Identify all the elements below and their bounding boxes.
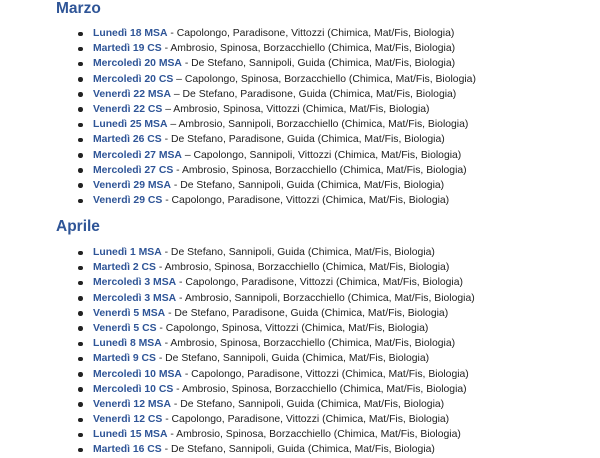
schedule-day: Martedì 19 CS xyxy=(93,43,162,55)
schedule-details: – Capolongo, Sannipoli, Vittozzi (Chimica, Mat/Fis, Biologia) xyxy=(181,149,462,161)
schedule-day: Venerdì 29 MSA xyxy=(93,179,171,191)
schedule-day: Mercoledì 20 MSA xyxy=(93,58,182,70)
section-heading-aprile: Aprile xyxy=(56,218,100,235)
schedule-item xyxy=(0,397,475,412)
schedule-day: Venerdì 29 CS xyxy=(93,195,163,207)
bullet-icon xyxy=(78,138,83,143)
bullet-icon xyxy=(78,183,83,188)
schedule-day: Lunedì 25 MSA xyxy=(93,119,168,131)
schedule-details: - De Stefano, Paradisone, Guida (Chimica, Mat/Fis, Biologia) xyxy=(161,134,445,146)
schedule-details: - Capolongo, Paradisone, Vittozzi (Chimica, Mat/Fis, Biologia) xyxy=(162,195,450,207)
bullet-icon xyxy=(78,281,83,286)
schedule-item xyxy=(0,260,475,275)
bullet-icon xyxy=(78,251,83,256)
schedule-list-aprile xyxy=(0,245,475,458)
schedule-item xyxy=(0,163,476,178)
schedule-item xyxy=(0,56,476,71)
schedule-day: Lunedì 18 MSA xyxy=(93,28,168,39)
schedule-item xyxy=(0,72,476,87)
schedule-item xyxy=(0,26,476,41)
schedule-item xyxy=(0,148,476,163)
schedule-day: Martedì 16 CS xyxy=(93,444,162,456)
schedule-details: - Ambrosio, Spinosa, Borzacchiello (Chimica, Mat/Fis, Biologia) xyxy=(167,429,461,441)
schedule-item xyxy=(0,41,476,56)
schedule-day: Venerdì 22 CS xyxy=(93,103,163,115)
schedule-details: - De Stefano, Sannipoli, Guida (Chimica, Mat/Fis, Biologia) xyxy=(161,444,435,456)
schedule-item xyxy=(0,193,476,208)
schedule-day: Mercoledì 10 CS xyxy=(93,383,174,395)
schedule-details: – Capolongo, Spinosa, Borzacchiello (Chimica, Mat/Fis, Biologia) xyxy=(173,73,476,85)
schedule-item xyxy=(0,336,475,351)
schedule-day: Venerdì 12 MSA xyxy=(93,398,171,410)
bullet-icon xyxy=(78,153,83,158)
schedule-item xyxy=(0,427,475,442)
schedule-details: - Capolongo, Spinosa, Vittozzi (Chimica, Mat/Fis, Biologia) xyxy=(156,322,429,334)
schedule-details: - Capolongo, Paradisone, Vittozzi (Chimica, Mat/Fis, Biologia) xyxy=(162,414,450,426)
schedule-day: Venerdì 5 CS xyxy=(93,322,157,334)
schedule-item xyxy=(0,87,476,102)
bullet-icon xyxy=(78,77,83,82)
schedule-details: – Ambrosio, Sannipoli, Borzacchiello (Chimica, Mat/Fis, Biologia) xyxy=(167,119,469,131)
bullet-icon xyxy=(78,123,83,128)
schedule-details: - Ambrosio, Spinosa, Borzacchiello (Chimica, Mat/Fis, Biologia) xyxy=(173,164,467,176)
bullet-icon xyxy=(78,326,83,331)
bullet-icon xyxy=(78,402,83,407)
schedule-details: - De Stefano, Sannipoli, Guida (Chimica, Mat/Fis, Biologia) xyxy=(181,58,456,70)
schedule-item xyxy=(0,412,475,427)
bullet-icon xyxy=(78,357,83,362)
schedule-day: Mercoledì 20 CS xyxy=(93,73,174,85)
schedule-day: Mercoledì 3 MSA xyxy=(93,292,177,304)
schedule-day: Lunedì 15 MSA xyxy=(93,429,168,441)
schedule-day: Mercoledì 10 MSA xyxy=(93,368,182,380)
schedule-list-marzo xyxy=(0,26,476,208)
bullet-icon xyxy=(78,448,83,453)
schedule-details: - Ambrosio, Spinosa, Borzacchiello (Chimica, Mat/Fis, Biologia) xyxy=(155,262,450,274)
schedule-details: - Ambrosio, Sannipoli, Borzacchiello (Chimica, Mat/Fis, Biologia) xyxy=(176,292,475,304)
schedule-day: Mercoledì 27 CS xyxy=(93,164,174,176)
bullet-icon xyxy=(78,168,83,173)
bullet-icon xyxy=(78,32,83,37)
bullet-icon xyxy=(78,342,83,347)
schedule-item xyxy=(0,132,476,147)
bullet-icon xyxy=(78,418,83,423)
schedule-details: - Capolongo, Paradisone, Vittozzi (Chimica, Mat/Fis, Biologia) xyxy=(176,277,463,289)
schedule-item xyxy=(0,382,475,397)
schedule-item xyxy=(0,117,476,132)
schedule-details: - De Stefano, Paradisone, Guida (Chimica, Mat/Fis, Biologia) xyxy=(165,307,449,319)
schedule-item xyxy=(0,178,476,193)
bullet-icon xyxy=(78,47,83,52)
section-heading-marzo: Marzo xyxy=(56,0,101,17)
schedule-details: – Ambrosio, Spinosa, Vittozzi (Chimica, Mat/Fis, Biologia) xyxy=(162,103,430,115)
schedule-item xyxy=(0,367,475,382)
schedule-day: Mercoledì 3 MSA xyxy=(93,277,177,289)
schedule-details: - De Stefano, Sannipoli, Guida (Chimica, Mat/Fis, Biologia) xyxy=(161,247,435,258)
bullet-icon xyxy=(78,387,83,392)
bullet-icon xyxy=(78,107,83,112)
schedule-item xyxy=(0,291,475,306)
bullet-icon xyxy=(78,92,83,97)
bullet-icon xyxy=(78,296,83,301)
schedule-day: Venerdì 5 MSA xyxy=(93,307,166,319)
schedule-details: - De Stefano, Sannipoli, Guida (Chimica, Mat/Fis, Biologia) xyxy=(170,179,445,191)
schedule-day: Venerdì 12 CS xyxy=(93,414,163,426)
schedule-details: - Capolongo, Paradisone, Vittozzi (Chimica, Mat/Fis, Biologia) xyxy=(181,368,469,380)
bullet-icon xyxy=(78,266,83,271)
schedule-details: - Ambrosio, Spinosa, Borzacchiello (Chimica, Mat/Fis, Biologia) xyxy=(173,383,467,395)
schedule-item xyxy=(0,351,475,366)
bullet-icon xyxy=(78,433,83,438)
bullet-icon xyxy=(78,311,83,316)
schedule-day: Lunedì 1 MSA xyxy=(93,247,162,258)
schedule-details: - De Stefano, Sannipoli, Guida (Chimica, Mat/Fis, Biologia) xyxy=(170,398,445,410)
schedule-day: Lunedì 8 MSA xyxy=(93,338,162,350)
schedule-item xyxy=(0,102,476,117)
schedule-day: Martedì 9 CS xyxy=(93,353,156,365)
schedule-item xyxy=(0,306,475,321)
bullet-icon xyxy=(78,62,83,67)
schedule-details: - Capolongo, Paradisone, Vittozzi (Chimica, Mat/Fis, Biologia) xyxy=(167,28,455,39)
schedule-item xyxy=(0,275,475,290)
schedule-details: – De Stefano, Paradisone, Guida (Chimica, Mat/Fis, Biologia) xyxy=(170,88,457,100)
bullet-icon xyxy=(78,199,83,204)
bullet-icon xyxy=(78,372,83,377)
schedule-details: - Ambrosio, Spinosa, Borzacchiello (Chimica, Mat/Fis, Biologia) xyxy=(161,338,456,350)
schedule-details: - De Stefano, Sannipoli, Guida (Chimica, Mat/Fis, Biologia) xyxy=(155,353,430,365)
schedule-item xyxy=(0,245,475,260)
schedule-day: Venerdì 22 MSA xyxy=(93,88,171,100)
schedule-day: Martedì 2 CS xyxy=(93,262,156,274)
schedule-item xyxy=(0,321,475,336)
schedule-item xyxy=(0,442,475,457)
schedule-day: Mercoledì 27 MSA xyxy=(93,149,182,161)
schedule-details: - Ambrosio, Spinosa, Borzacchiello (Chimica, Mat/Fis, Biologia) xyxy=(161,43,456,55)
schedule-day: Martedì 26 CS xyxy=(93,134,162,146)
